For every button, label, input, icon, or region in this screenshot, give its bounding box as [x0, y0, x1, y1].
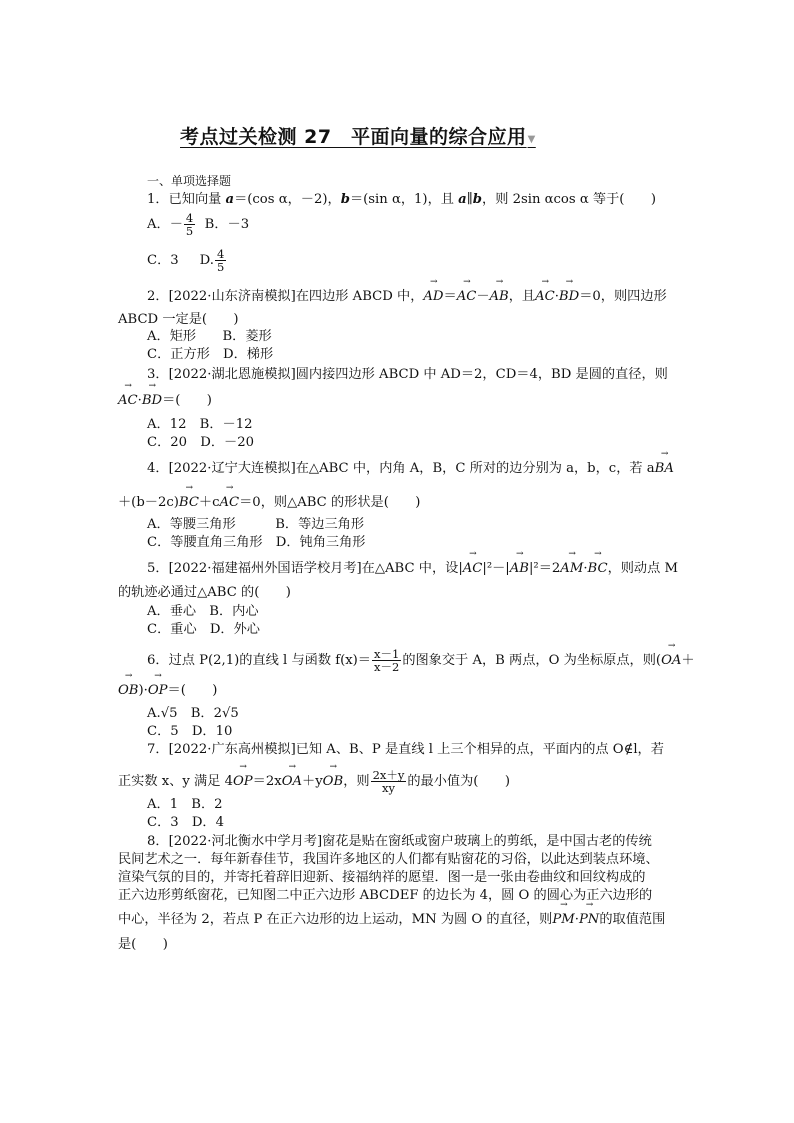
q2-options-cd: C．正方形 D．梯形 — [147, 347, 274, 362]
q7-options-cd: C．3 D．4 — [147, 815, 225, 830]
q1-options-ab: A．－ $\frac{4}{5}$ B．－3 — [147, 211, 250, 238]
question-4-line2: ＋(b－2c)→ BC＋c→ AC＝0，则△ABC 的形状是( ) — [118, 494, 420, 512]
q2-options-ab: A．矩形 B．菱形 — [147, 329, 272, 344]
dropdown-triangle-icon: ▼ — [527, 134, 536, 145]
question-2-line1: 2．[2022·山东济南模拟]在四边形 ABCD 中，→ AD＝→ AC－→ AB，且→ AC·→ BD＝0，则四边形 — [147, 288, 667, 306]
question-8-line1: 8．[2022·河北衡水中学月考]窗花是贴在窗纸或窗户玻璃上的剪纸，是中国古老的传统 — [147, 834, 652, 849]
question-3-line1: 3．[2022·湖北恩施模拟]圆内接四边形 ABCD 中 AD＝2，CD＝4，BD 是圆的直径，则 — [147, 367, 668, 382]
question-8-line6: 是( ) — [118, 937, 168, 952]
q4-options-ab: A．等腰三角形 B．等边三角形 — [147, 517, 365, 532]
question-6-line2: → OB)·→ OP＝( ) — [118, 682, 217, 700]
question-7-line1: 7．[2022·广东高州模拟]已知 A、B、P 是直线 l 上三个相异的点，平面内的点 O∉l，若 — [147, 742, 664, 757]
q6-options-ab: A.√5 B．2√5 — [147, 706, 239, 721]
question-3-line2: → AC·→ BD＝( ) — [118, 392, 212, 410]
q6-options-cd: C．5 D．10 — [147, 724, 233, 739]
question-8-line3: 渲染气氛的目的，并寄托着辞旧迎新、接福纳祥的愿望．图一是一张由卷曲纹和回纹构成的 — [118, 870, 646, 885]
q1-options-cd: C．3 D. $\frac{4}{5}$ — [147, 247, 225, 274]
section-heading: 一、单项选择题 — [147, 174, 232, 188]
question-6-line1: 6．过点 P(2,1)的直线 l 与函数 f(x)＝ $\frac{x-1}{x-2}$ 的图象交于 A，B 两点，O 为坐标原点，则(→ OA＋ — [147, 648, 695, 673]
q7-options-ab: A．1 B．2 — [147, 797, 223, 812]
q3-options-ab: A．12 B．－12 — [147, 417, 253, 432]
page-title: 考点过关检测 27 平面向量的综合应用▼ — [180, 126, 536, 148]
question-4-line1: 4．[2022·辽宁大连模拟]在△ABC 中，内角 A，B，C 所对的边分别为 a，b，c，若 a→ BA — [147, 460, 674, 478]
q4-options-cd: C．等腰直角三角形 D．钝角三角形 — [147, 535, 366, 550]
question-8-line4: 正六边形剪纸窗花，已知图二中正六边形 ABCDEF 的边长为 4，圆 O 的圆心为正六边形的 — [118, 888, 653, 903]
question-2-line2: ABCD 一定是( ) — [118, 312, 239, 327]
question-7-line2: 正实数 x、y 满足 4→ OP＝2x→ OA＋y→ OB，则 $\frac{2x+y}{xy}$ 的最小值为( ) — [118, 769, 510, 794]
q5-options-cd: C．重心 D．外心 — [147, 622, 260, 637]
question-8-line2: 民间艺术之一．每年新春佳节，我国许多地区的人们都有贴窗花的习俗，以此达到装点环境、 — [118, 852, 659, 867]
question-5-line2: 的轨迹必通过△ABC 的( ) — [118, 585, 291, 600]
q5-options-ab: A．垂心 B．内心 — [147, 604, 259, 619]
q3-options-cd: C．20 D．－20 — [147, 435, 254, 450]
question-1: 1．已知向量 a＝(cos α，－2)，b＝(sin α，1)，且 a∥b，则 2sin αcos α 等于( ) — [147, 192, 656, 207]
question-8-line5: 中心，半径为 2，若点 P 在正六边形的边上运动，MN 为圆 O 的直径，则→ PM·→ PN的取值范围 — [118, 911, 665, 929]
question-5-line1: 5．[2022·福建福州外国语学校月考]在△ABC 中，设|→ AC|²－|→ AB|²＝2→ AM·→ BC，则动点 M — [147, 560, 678, 578]
